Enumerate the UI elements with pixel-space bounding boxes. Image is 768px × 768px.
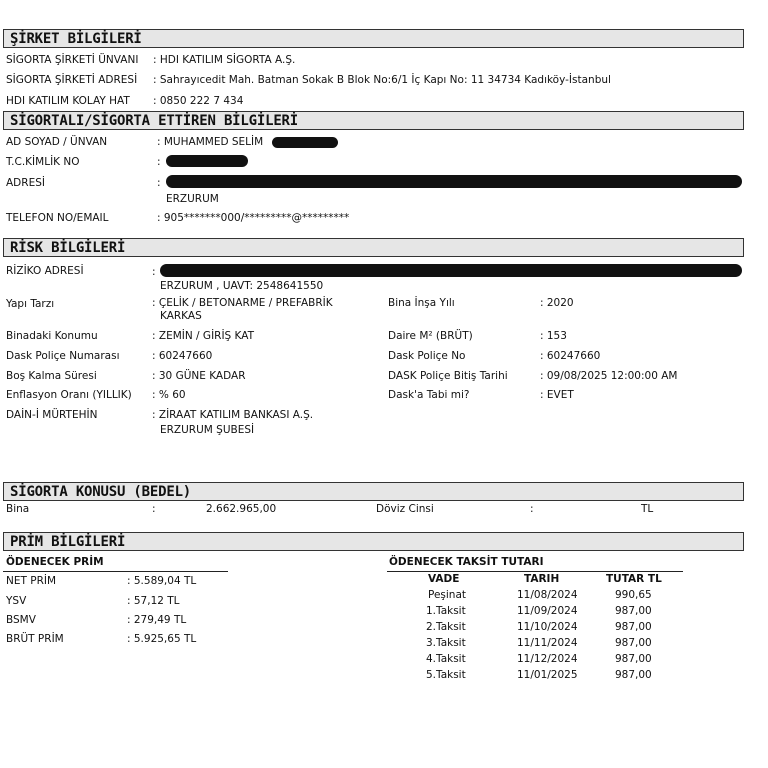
creditor-value: : ZİRAAT KATILIM BANKASI A.Ş. xyxy=(152,409,314,421)
installment-header-tarih: TARIH xyxy=(524,573,560,585)
area-value: : 153 xyxy=(540,330,567,342)
inflation-label: Enflasyon Oranı (YILLIK) xyxy=(6,389,132,401)
redaction-tc-number xyxy=(166,155,248,167)
dask-number-value: : 60247660 xyxy=(152,350,213,362)
bina-colon: : xyxy=(152,503,156,515)
area-label: Daire M² (BRÜT) xyxy=(388,330,473,342)
risk-address-line2: ERZURUM , UAVT: 2548641550 xyxy=(160,280,324,292)
insured-tc-label: T.C.KİMLİK NO xyxy=(6,156,80,168)
section-risk-header: RİSK BİLGİLERİ xyxy=(3,238,744,257)
bina-label: Bina xyxy=(6,503,30,515)
payable-premium-title: ÖDENECEK PRİM xyxy=(6,556,104,568)
section-company-header: ŞİRKET BİLGİLERİ xyxy=(3,29,744,48)
installment-tutar: 987,00 xyxy=(615,621,652,633)
insured-phone-label: TELEFON NO/EMAIL xyxy=(6,212,109,224)
build-year-value: : 2020 xyxy=(540,297,574,309)
insured-name-label: AD SOYAD / ÜNVAN xyxy=(6,136,108,148)
build-type-label: Yapı Tarzı xyxy=(6,298,55,310)
installment-vade: 3.Taksit xyxy=(426,637,466,649)
company-address-value: : Sahrayıcedit Mah. Batman Sokak B Blok No:6/1 İç Kapı No: 11 34734 Kadıköy-İstanbul xyxy=(153,74,611,86)
insured-address-colon: : xyxy=(157,177,161,189)
installment-tarih: 11/01/2025 xyxy=(517,669,578,681)
currency-value: TL xyxy=(641,503,654,515)
premium-value: : 5.925,65 TL xyxy=(127,633,197,645)
installment-tutar: 987,00 xyxy=(615,669,652,681)
premium-label: BSMV xyxy=(6,614,36,626)
section-subject-header: SİGORTA KONUSU (BEDEL) xyxy=(3,482,744,501)
inflation-value: : % 60 xyxy=(152,389,186,401)
redaction-risk-address xyxy=(160,264,742,277)
dask-subject-label: Dask'a Tabi mi? xyxy=(388,389,470,401)
installment-underline xyxy=(387,571,683,572)
dask-subject-value: : EVET xyxy=(540,389,574,401)
company-name-label: SİGORTA ŞİRKETİ ÜNVANI xyxy=(6,54,139,66)
company-line-value: : 0850 222 7 434 xyxy=(153,95,244,107)
bina-value: 2.662.965,00 xyxy=(206,503,277,515)
company-name-value: : HDI KATILIM SİGORTA A.Ş. xyxy=(153,54,296,66)
installment-header-vade: VADE xyxy=(428,573,460,585)
installment-header-tutar: TUTAR TL xyxy=(606,573,662,585)
dask-number-label: Dask Poliçe Numarası xyxy=(6,350,120,362)
build-type-value-2: KARKAS xyxy=(160,310,202,322)
dask-no-label: Dask Poliçe No xyxy=(388,350,466,362)
installment-tarih: 11/08/2024 xyxy=(517,589,578,601)
insured-name-value: : MUHAMMED SELİM xyxy=(157,136,264,148)
installment-vade: 5.Taksit xyxy=(426,669,466,681)
build-year-label: Bina İnşa Yılı xyxy=(388,297,455,309)
currency-colon: : xyxy=(530,503,534,515)
risk-address-label: RİZİKO ADRESİ xyxy=(6,265,84,277)
company-address-label: SİGORTA ŞİRKETİ ADRESİ xyxy=(6,74,138,86)
redaction-surname xyxy=(272,137,338,148)
creditor-value-2: ERZURUM ŞUBESİ xyxy=(160,424,255,436)
creditor-label: DAİN-İ MÜRTEHİN xyxy=(6,409,98,421)
floor-label: Binadaki Konumu xyxy=(6,330,98,342)
insured-address-city: ERZURUM xyxy=(166,193,219,205)
installment-tarih: 11/11/2024 xyxy=(517,637,578,649)
installment-tutar: 987,00 xyxy=(615,637,652,649)
installment-tutar: 987,00 xyxy=(615,605,652,617)
installment-vade: 4.Taksit xyxy=(426,653,466,665)
vacancy-value: : 30 GÜNE KADAR xyxy=(152,370,246,382)
installment-vade: 1.Taksit xyxy=(426,605,466,617)
payable-premium-underline xyxy=(3,571,228,572)
redaction-insured-address xyxy=(166,175,742,188)
dask-end-value: : 09/08/2025 12:00:00 AM xyxy=(540,370,678,382)
risk-address-colon: : xyxy=(152,266,156,278)
dask-end-label: DASK Poliçe Bitiş Tarihi xyxy=(388,370,508,382)
premium-label: BRÜT PRİM xyxy=(6,633,64,645)
dask-no-value: : 60247660 xyxy=(540,350,601,362)
premium-label: NET PRİM xyxy=(6,575,57,587)
vacancy-label: Boş Kalma Süresi xyxy=(6,370,97,382)
insured-address-label: ADRESİ xyxy=(6,177,45,189)
installment-tarih: 11/09/2024 xyxy=(517,605,578,617)
installment-tutar: 990,65 xyxy=(615,589,652,601)
insured-tc-colon: : xyxy=(157,156,161,168)
installment-vade: 2.Taksit xyxy=(426,621,466,633)
installment-vade: Peşinat xyxy=(428,589,467,601)
installment-tarih: 11/10/2024 xyxy=(517,621,578,633)
section-insured-header: SİGORTALI/SİGORTA ETTİREN BİLGİLERİ xyxy=(3,111,744,130)
insured-phone-value: : 905*******000/*********@********* xyxy=(157,212,350,224)
currency-label: Döviz Cinsi xyxy=(376,503,434,515)
section-premium-header: PRİM BİLGİLERİ xyxy=(3,532,744,551)
installment-tutar: 987,00 xyxy=(615,653,652,665)
premium-value: : 57,12 TL xyxy=(127,595,180,607)
company-line-label: HDI KATILIM KOLAY HAT xyxy=(6,95,130,107)
premium-value: : 279,49 TL xyxy=(127,614,187,626)
floor-value: : ZEMİN / GİRİŞ KAT xyxy=(152,330,255,342)
installment-tarih: 11/12/2024 xyxy=(517,653,578,665)
installment-title: ÖDENECEK TAKSİT TUTARI xyxy=(389,556,544,568)
premium-label: YSV xyxy=(6,595,27,607)
premium-value: : 5.589,04 TL xyxy=(127,575,197,587)
build-type-value: : ÇELİK / BETONARME / PREFABRİK xyxy=(152,297,333,309)
